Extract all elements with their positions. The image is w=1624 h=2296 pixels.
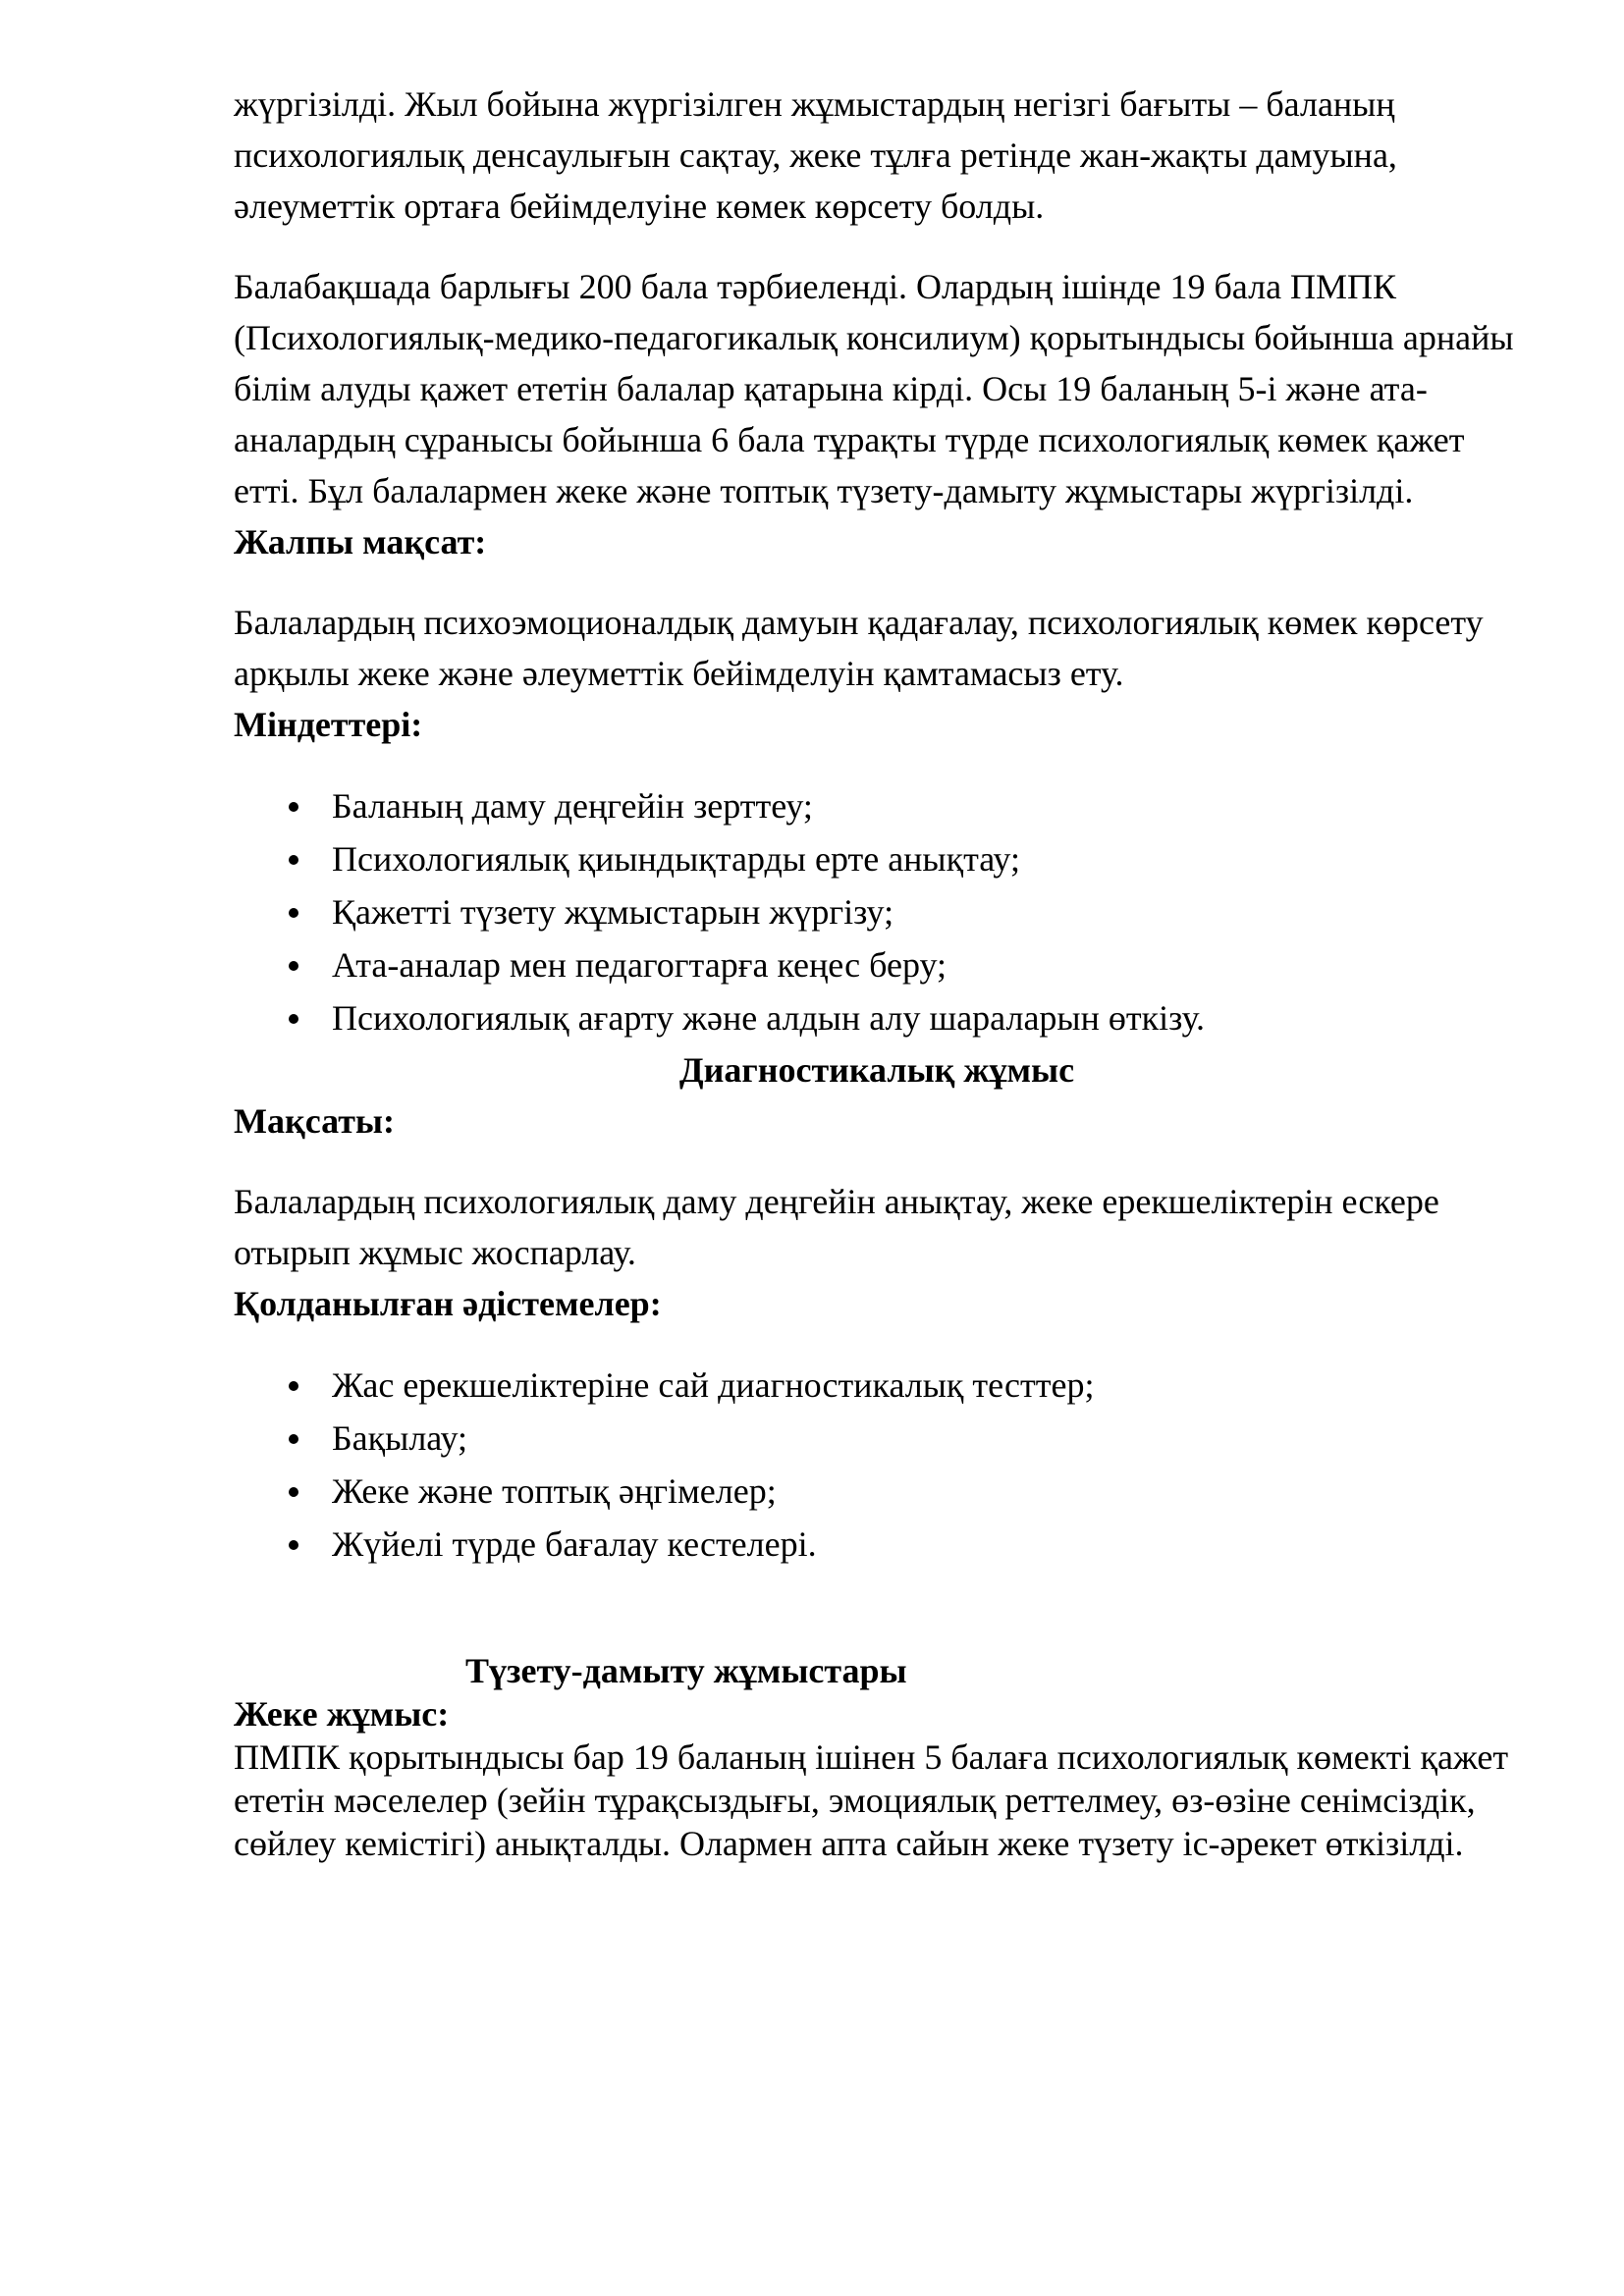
page-content: [234, 79, 1520, 1865]
intro-paragraph-2: Балабақшада барлығы 200 бала тәрбиеленді. Олардың ішінде 19 бала ПМПК (Психологиялық-медико-педагогикалық консилиум) қорытындысы бойынша арнайы білім алуды қажет ететін балалар қатарына кірді. Осы 19 баланың 5-і және ата-аналардың сұранысы бойынша 6 бала тұрақты түрде психологиялық көмек қажет етті. Бұл балалармен жеке және топтық түзету-дамыту жұмыстары жүргізілді.: [234, 267, 1514, 510]
diagnostic-aim-text: Балалардың психологиялық даму деңгейін анықтау, жеке ерекшеліктерін ескере отырып жұмыс жоспарлау.: [234, 1182, 1439, 1272]
list-item-text: Бақылау;: [332, 1418, 467, 1458]
list-item: [234, 1518, 1520, 1571]
bullet-icon: [289, 908, 298, 918]
tasks-list: [234, 779, 1520, 1044]
tasks-heading: Міндеттері:: [234, 705, 423, 744]
individual-work-text: ПМПК қорытындысы бар 19 баланың ішінен 5 балаға психологиялық көмекті қажет ететін мәселелер (зейін тұрақсыздығы, эмоциялық реттелмеу, өз-өзіне сенімсіздік, сөйлеу кемістігі) анықталды. Олармен апта сайын жеке түзету іс-әрекет өткізілді.: [234, 1737, 1509, 1863]
list-item: [234, 991, 1520, 1044]
bullet-icon: [289, 855, 298, 865]
list-item: [234, 832, 1520, 885]
list-item-text: Жүйелі түрде бағалау кестелері.: [332, 1524, 817, 1564]
list-item-text: Баланың даму деңгейін зерттеу;: [332, 786, 813, 826]
intro-paragraph-1: жүргізілді. Жыл бойына жүргізілген жұмыстардың негізгі бағыты – баланың психологиялық денсаулығын сақтау, жеке тұлға ретінде жан-жақты дамуына, әлеуметтік ортаға бейімделуіне көмек көрсету болды.: [234, 84, 1397, 226]
methods-heading: Қолданылған әдістемелер:: [234, 1284, 662, 1323]
methods-list: [234, 1359, 1520, 1571]
list-item-text: Психологиялық ағарту және алдын алу шараларын өткізу.: [332, 998, 1205, 1038]
list-item: [234, 1465, 1520, 1518]
list-item: [234, 1359, 1520, 1412]
bullet-icon: [289, 1487, 298, 1497]
list-item: [234, 1412, 1520, 1465]
list-item: [234, 938, 1520, 991]
list-item-text: Жеке және топтық әңгімелер;: [332, 1471, 777, 1511]
diagnostic-aim-heading: Мақсаты:: [234, 1101, 395, 1141]
bullet-icon: [289, 802, 298, 812]
bullet-icon: [289, 1381, 298, 1391]
individual-work-heading: Жеке жұмыс:: [234, 1694, 450, 1734]
list-item-text: Қажетті түзету жұмыстарын жүргізу;: [332, 892, 894, 932]
diagnostic-title: Диагностикалық жұмыс: [678, 1050, 1075, 1090]
goal-text: Балалардың психоэмоционалдық дамуын қадағалау, психологиялық көмек көрсету арқылы жеке және әлеуметтік бейімделуін қамтамасыз ету.: [234, 603, 1484, 693]
correction-title: Түзету-дамыту жұмыстары: [465, 1651, 907, 1690]
bullet-icon: [289, 1014, 298, 1024]
bullet-icon: [289, 961, 298, 971]
list-item: [234, 779, 1520, 832]
bullet-icon: [289, 1434, 298, 1444]
bullet-icon: [289, 1540, 298, 1550]
goal-heading: Жалпы мақсат:: [234, 522, 487, 561]
list-item-text: Психологиялық қиындықтарды ерте анықтау;: [332, 839, 1020, 879]
list-item-text: Жас ерекшеліктеріне сай диагностикалық тесттер;: [332, 1365, 1095, 1405]
list-item: [234, 885, 1520, 938]
list-item-text: Ата-аналар мен педагогтарға кеңес беру;: [332, 945, 947, 985]
